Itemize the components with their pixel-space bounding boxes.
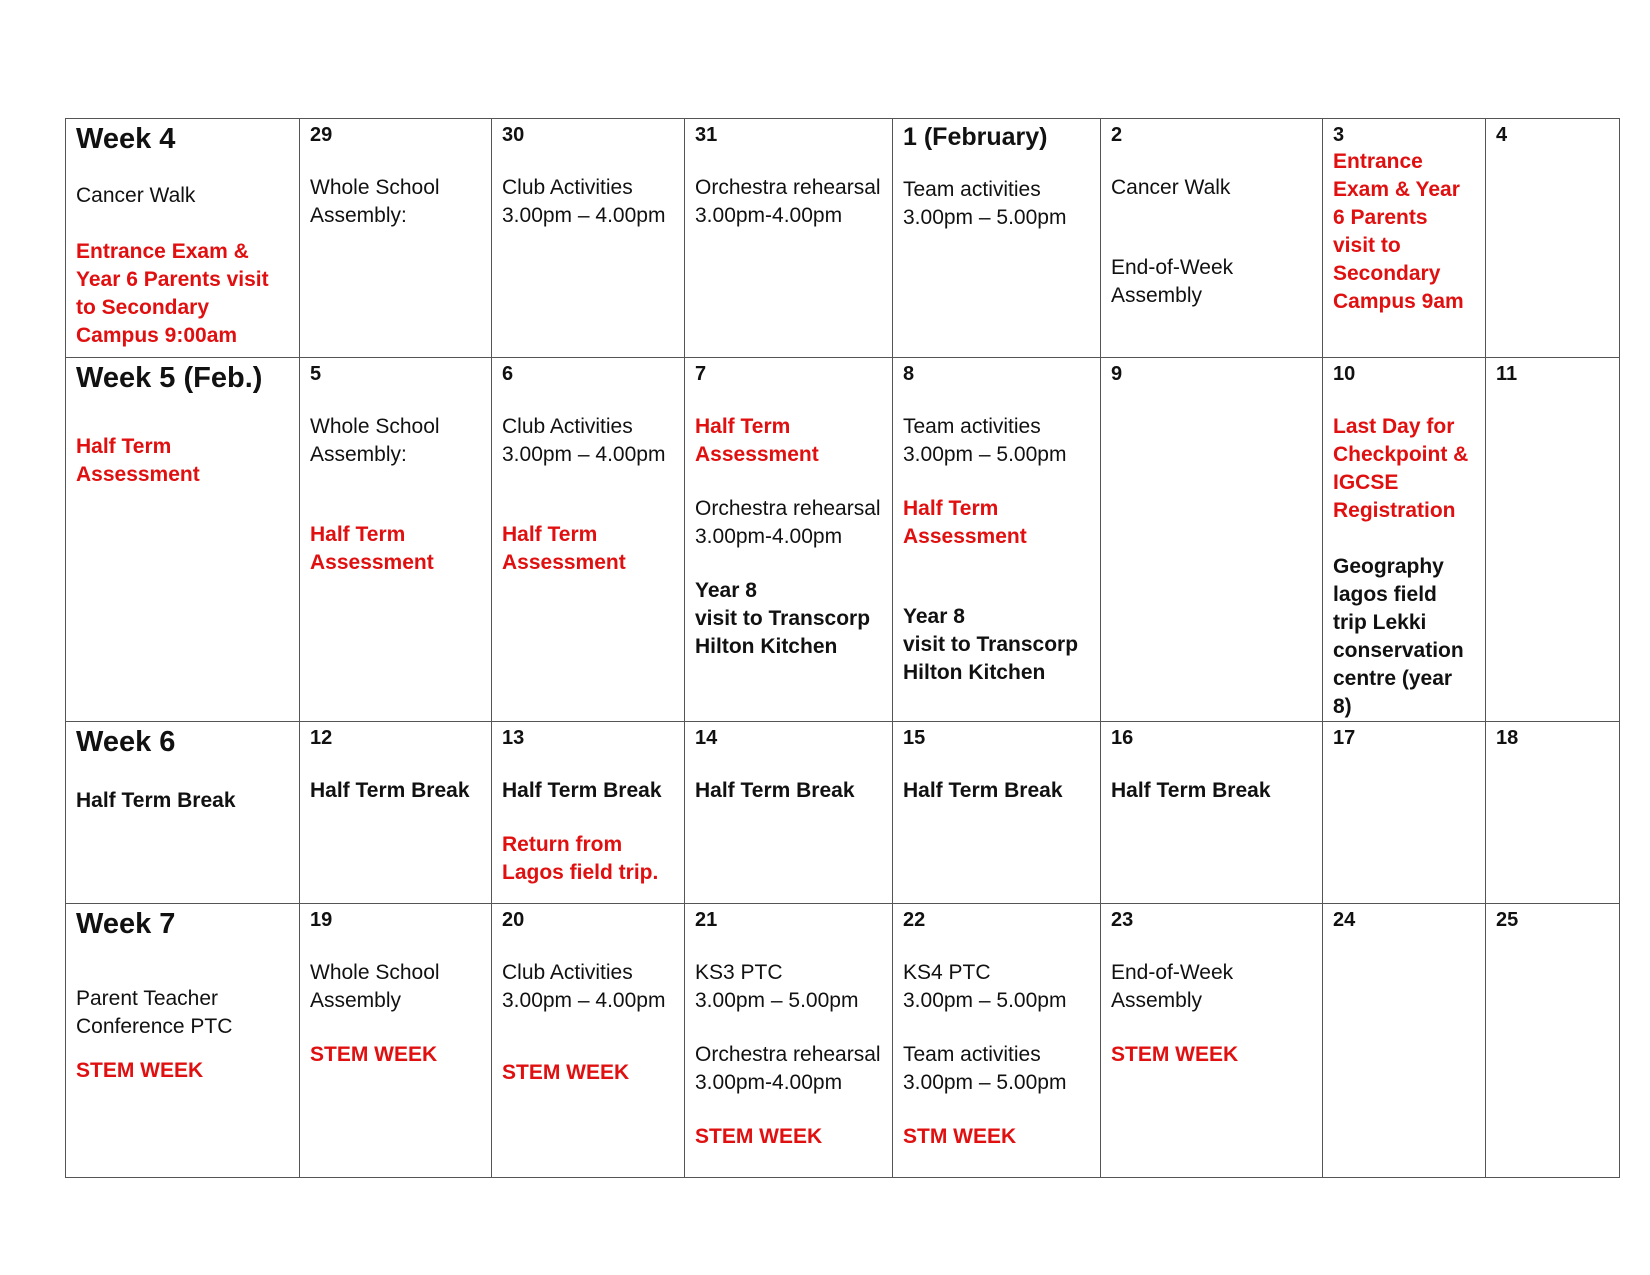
day-number: 11 <box>1496 363 1518 385</box>
day-cell <box>1486 358 1620 722</box>
day-number: 30 <box>502 124 525 146</box>
day-cell <box>1323 119 1486 358</box>
week-title: Week 5 (Feb.) <box>76 362 263 394</box>
day-cell <box>1323 904 1486 1178</box>
day-number: 31 <box>695 124 718 146</box>
day-cell <box>492 358 685 722</box>
highlight-event: STEM WEEK <box>502 1061 630 1084</box>
day-number: 4 <box>1496 124 1508 146</box>
week-title: Week 7 <box>76 908 176 940</box>
event-text: Cancer Walk <box>1111 176 1231 199</box>
day-number: 19 <box>310 909 333 931</box>
week-row <box>66 358 1620 722</box>
day-number: 23 <box>1111 909 1134 931</box>
day-number: 24 <box>1333 909 1356 931</box>
week-cell <box>66 904 300 1178</box>
event-text: Half Term Break <box>310 779 470 802</box>
day-cell <box>893 722 1101 904</box>
day-cell <box>685 904 893 1178</box>
day-cell <box>685 119 893 358</box>
event-text: Year 8 visit to Transcorp Hilton Kitchen <box>695 579 871 658</box>
highlight-event: STEM WEEK <box>310 1043 438 1066</box>
highlight-event: Half Term Assessment <box>502 523 626 574</box>
day-cell <box>1101 722 1323 904</box>
event-text: Cancer Walk <box>76 184 196 207</box>
event-text: Half Term Break <box>1111 779 1271 802</box>
event-text: Club Activities 3.00pm – 4.00pm <box>502 961 666 1012</box>
event-text: Half Term Break <box>502 779 662 802</box>
day-number: 14 <box>695 727 718 749</box>
day-number: 20 <box>502 909 525 931</box>
week-cell <box>66 119 300 358</box>
event-text: Orchestra rehearsal 3.00pm-4.00pm <box>695 497 881 548</box>
event-text: KS3 PTC 3.00pm – 5.00pm <box>695 961 859 1012</box>
highlight-event: STM WEEK <box>903 1125 1017 1148</box>
event-text: Team activities 3.00pm – 5.00pm <box>903 415 1067 466</box>
event-text: KS4 PTC 3.00pm – 5.00pm <box>903 961 1067 1012</box>
day-number: 16 <box>1111 727 1134 749</box>
day-number: 6 <box>502 363 514 385</box>
event-text: End-of-Week Assembly <box>1111 256 1234 307</box>
event-text: Parent Teacher Conference PTC <box>76 987 233 1038</box>
event-text: Half Term Break <box>695 779 855 802</box>
highlight-event: Half Term Assessment <box>310 523 434 574</box>
event-text: Whole School Assembly <box>310 961 440 1012</box>
day-number: 9 <box>1111 363 1123 385</box>
calendar-table <box>65 118 1620 1178</box>
event-text: Year 8 visit to Transcorp Hilton Kitchen <box>903 605 1079 684</box>
day-cell <box>685 358 893 722</box>
highlight-event: STEM WEEK <box>1111 1043 1239 1066</box>
highlight-event: Half Term Assessment <box>695 415 819 466</box>
day-cell <box>1323 722 1486 904</box>
week-row <box>66 722 1620 904</box>
day-cell <box>1323 358 1486 722</box>
day-cell <box>492 722 685 904</box>
day-number: 17 <box>1333 727 1356 749</box>
day-number: 7 <box>695 363 707 385</box>
day-cell <box>492 904 685 1178</box>
event-text: Whole School Assembly: <box>310 415 440 466</box>
day-cell <box>1101 358 1323 722</box>
day-number: 25 <box>1496 909 1519 931</box>
day-cell <box>300 722 492 904</box>
highlight-event: STEM WEEK <box>695 1125 823 1148</box>
highlight-event: Half Term Assessment <box>76 435 200 486</box>
event-text: Club Activities 3.00pm – 4.00pm <box>502 176 666 227</box>
week-row <box>66 904 1620 1178</box>
highlight-event: Half Term Assessment <box>903 497 1027 548</box>
highlight-event: Entrance Exam & Year 6 Parents visit to Secondary Campus 9am <box>1333 150 1464 313</box>
day-number: 12 <box>310 727 333 749</box>
day-number: 18 <box>1496 727 1519 749</box>
week-cell <box>66 358 300 722</box>
day-cell <box>300 904 492 1178</box>
week-title: Week 6 <box>76 726 176 758</box>
day-number: 8 <box>903 363 915 385</box>
highlight-event: Entrance Exam & Year 6 Parents visit to Secondary Campus 9:00am <box>76 240 269 347</box>
event-text: Half Term Break <box>903 779 1063 802</box>
day-number: 15 <box>903 727 926 749</box>
day-cell <box>492 119 685 358</box>
highlight-event: Last Day for Checkpoint & IGCSE Registration <box>1333 415 1469 522</box>
day-number: 13 <box>502 727 525 749</box>
day-cell <box>1101 119 1323 358</box>
day-cell <box>893 358 1101 722</box>
event-text: Team activities 3.00pm – 5.00pm <box>903 178 1067 229</box>
week-row <box>66 119 1620 358</box>
highlight-event: STEM WEEK <box>76 1059 204 1082</box>
day-number: 21 <box>695 909 718 931</box>
event-text: Geography lagos field trip Lekki conservation centre (year 8) <box>1333 555 1464 718</box>
event-text: End-of-Week Assembly <box>1111 961 1234 1012</box>
highlight-event: Return from Lagos field trip. <box>502 833 659 884</box>
event-text: Orchestra rehearsal 3.00pm-4.00pm <box>695 1043 881 1094</box>
week-title: Week 4 <box>76 123 176 155</box>
event-text: Club Activities 3.00pm – 4.00pm <box>502 415 666 466</box>
week-cell <box>66 722 300 904</box>
day-number: 5 <box>310 363 322 385</box>
day-number: 3 <box>1333 124 1345 146</box>
calendar-body <box>66 119 1620 1178</box>
day-number: 1 (February) <box>903 123 1048 151</box>
day-cell <box>1101 904 1323 1178</box>
day-cell <box>300 119 492 358</box>
day-cell <box>1486 904 1620 1178</box>
day-cell <box>1486 722 1620 904</box>
event-text: Team activities 3.00pm – 5.00pm <box>903 1043 1067 1094</box>
day-number: 22 <box>903 909 926 931</box>
event-text: Half Term Break <box>76 789 236 812</box>
event-text: Whole School Assembly: <box>310 176 440 227</box>
day-cell <box>893 119 1101 358</box>
day-cell <box>300 358 492 722</box>
day-number: 10 <box>1333 363 1356 385</box>
day-cell <box>893 904 1101 1178</box>
day-cell <box>1486 119 1620 358</box>
day-number: 2 <box>1111 124 1123 146</box>
event-text: Orchestra rehearsal 3.00pm-4.00pm <box>695 176 881 227</box>
day-number: 29 <box>310 124 333 146</box>
day-cell <box>685 722 893 904</box>
